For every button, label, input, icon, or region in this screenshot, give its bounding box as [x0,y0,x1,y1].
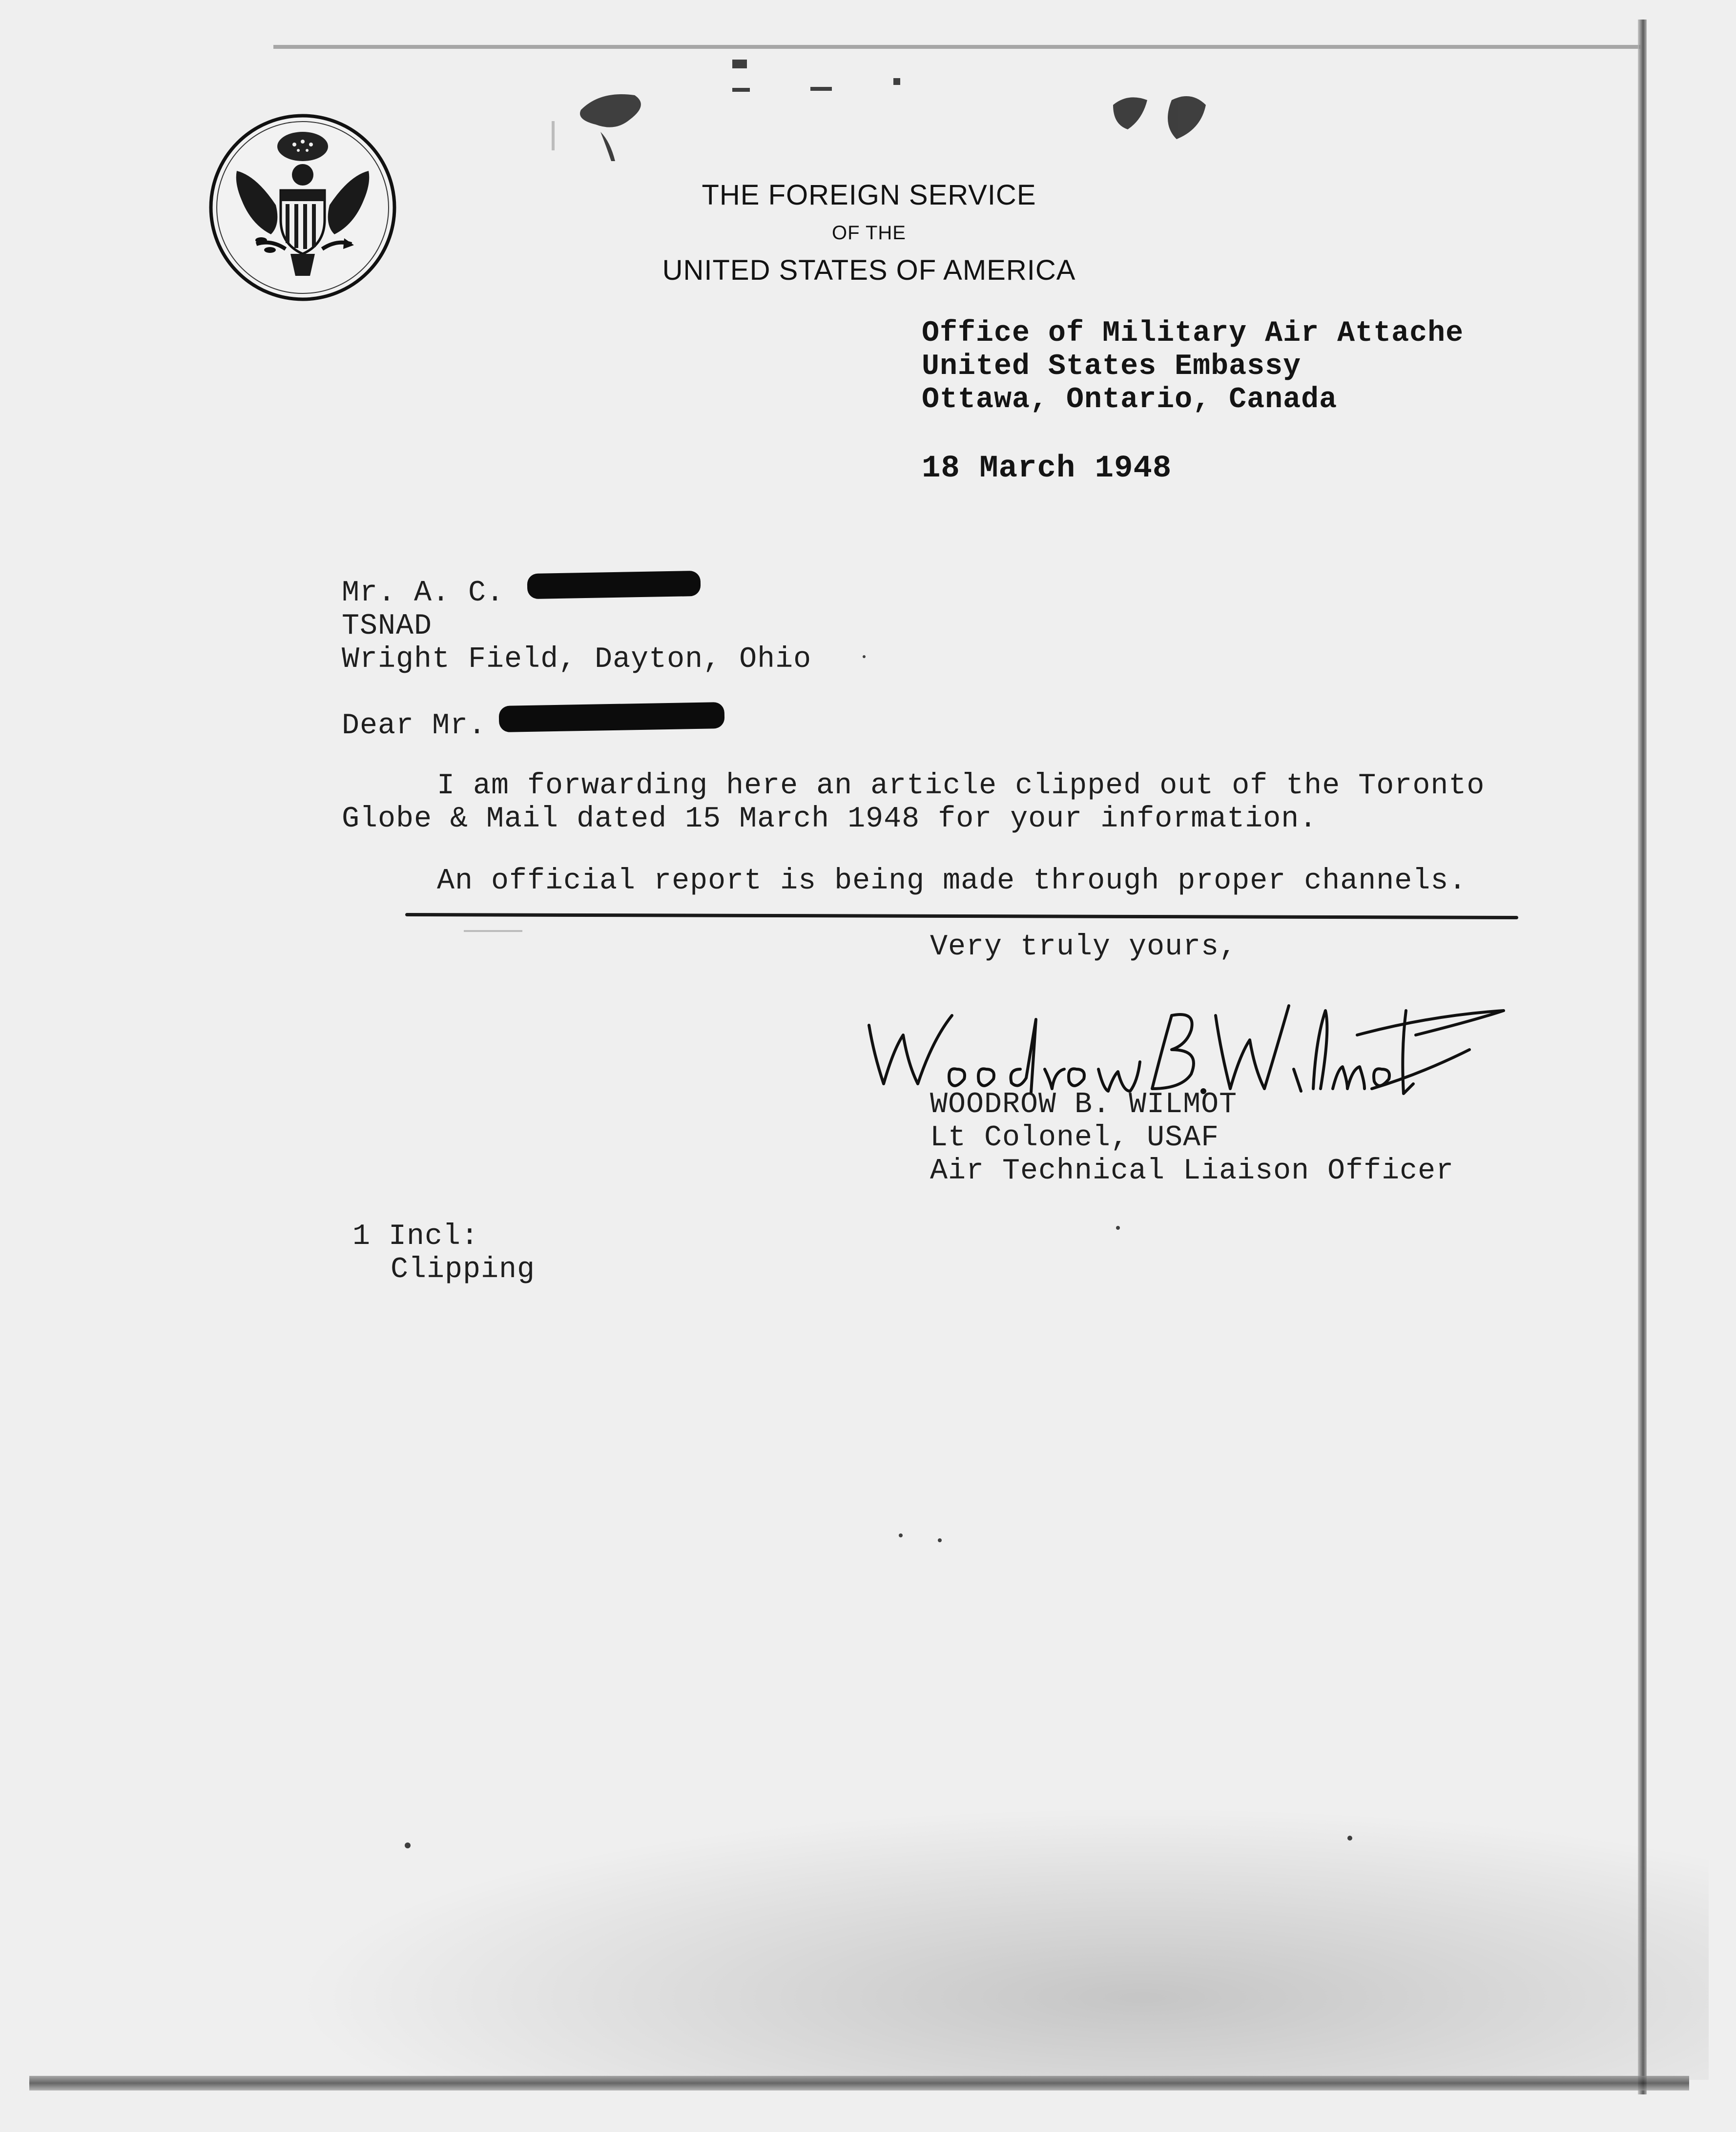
recipient-office: TSNAD [342,610,433,643]
enclosure-item: Clipping [391,1253,536,1286]
letterhead-line-1: THE FOREIGN SERVICE [702,179,1036,211]
body-paragraph-2: An official report is being made through proper channels. [437,865,1467,898]
letterhead-line-2: OF THE [832,222,906,244]
sender-address-line-2: United States Embassy [922,350,1302,383]
letterhead-line-3: UNITED STATES OF AMERICA [662,254,1076,286]
redaction-bar [527,571,701,599]
redaction-bar [499,702,725,732]
enclosure-count: 1 Incl: [352,1220,479,1253]
body-paragraph-1-line-1: I am forwarding here an article clipped out of the Toronto [437,769,1485,803]
recipient-location: Wright Field, Dayton, Ohio [342,643,812,676]
body-paragraph-1-line-2: Globe & Mail dated 15 March 1948 for your information. [342,803,1318,836]
salutation: Dear Mr. [342,709,487,743]
sender-address-line-3: Ottawa, Ontario, Canada [922,383,1338,416]
signer-rank: Lt Colonel, USAF [930,1121,1219,1155]
great-seal-icon [207,112,398,303]
sender-address-line-1: Office of Military Air Attache [922,317,1464,350]
signer-name: WOODROW B. WILMOT [930,1088,1238,1121]
recipient-name: Mr. A. C. [342,577,505,610]
signer-title: Air Technical Liaison Officer [930,1155,1454,1188]
closing: Very truly yours, [930,931,1238,964]
letter-date: 18 March 1948 [922,451,1172,486]
letterhead [649,175,1089,291]
